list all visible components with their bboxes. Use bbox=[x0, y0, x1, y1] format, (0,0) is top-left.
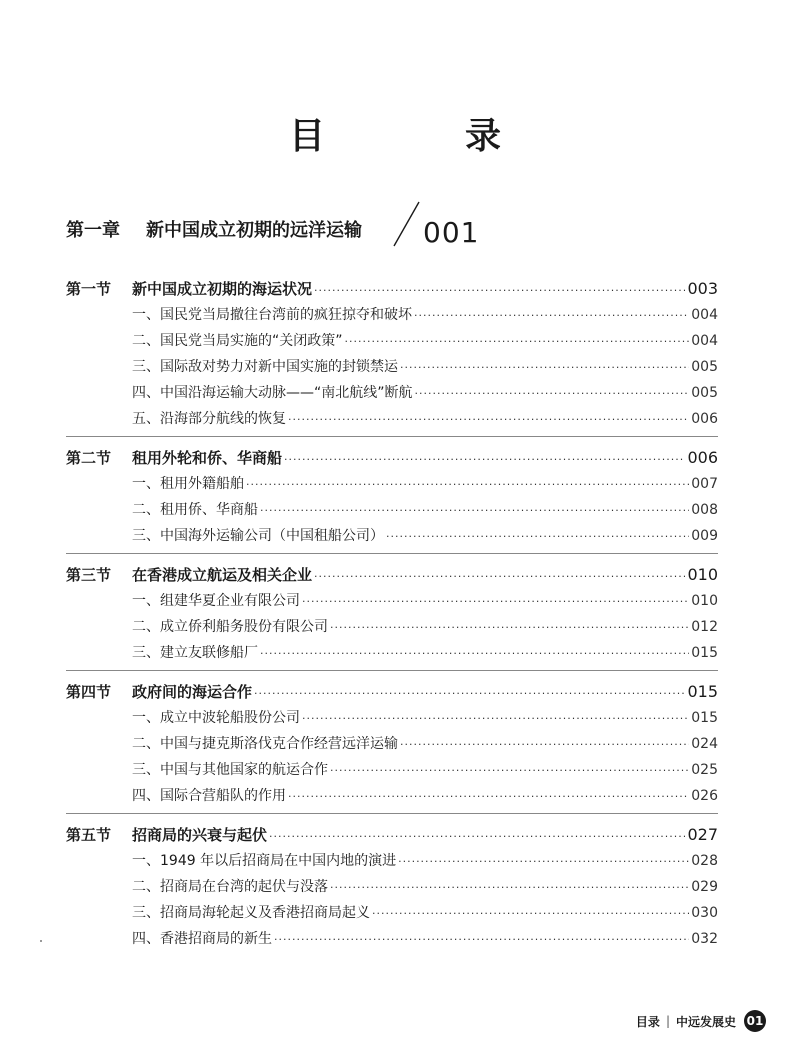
footer-book-title: 中远发展史 bbox=[675, 1014, 736, 1029]
subsection-title: 三、建立友联修船厂 bbox=[132, 645, 258, 661]
slash-divider bbox=[391, 200, 421, 248]
subsection-page-number: 015 bbox=[691, 645, 718, 661]
subsection-entry[interactable] bbox=[66, 588, 718, 614]
subsection-page-number: 026 bbox=[691, 788, 718, 804]
toc-section bbox=[66, 276, 718, 437]
subsection-entry[interactable] bbox=[66, 705, 718, 731]
subsection-page-number: 024 bbox=[691, 736, 718, 752]
subsection-page-number: 004 bbox=[691, 333, 718, 349]
subsection-title: 三、国际敌对势力对新中国实施的封锁禁运 bbox=[132, 359, 398, 375]
dot-leader bbox=[288, 407, 689, 433]
page-title: 目 录 bbox=[288, 115, 553, 157]
subsection-entry[interactable] bbox=[66, 874, 718, 900]
dot-leader bbox=[254, 681, 685, 707]
dot-leader bbox=[345, 329, 690, 355]
dot-leader bbox=[330, 615, 689, 641]
dot-leader bbox=[288, 784, 689, 810]
toc-section bbox=[66, 822, 718, 956]
subsection-entry[interactable] bbox=[66, 848, 718, 874]
subsection-page-number: 015 bbox=[691, 710, 718, 726]
toc-section bbox=[66, 562, 718, 671]
section-entry[interactable] bbox=[66, 679, 718, 705]
page-footer bbox=[636, 1010, 766, 1032]
subsection-title: 二、成立侨利船务股份有限公司 bbox=[132, 619, 328, 635]
dot-leader bbox=[314, 278, 685, 304]
toc-section bbox=[66, 445, 718, 554]
section-title: 政府间的海运合作 bbox=[132, 683, 253, 701]
subsection-page-number: 012 bbox=[691, 619, 718, 635]
dot-leader bbox=[246, 472, 689, 498]
section-label: 第二节 bbox=[66, 449, 112, 467]
section-entry[interactable] bbox=[66, 562, 718, 588]
chapter-label: 第一章 bbox=[66, 220, 120, 241]
subsection-title: 一、1949 年以后招商局在中国内地的演进 bbox=[132, 853, 397, 869]
subsection-page-number: 028 bbox=[691, 853, 718, 869]
subsection-page-number: 029 bbox=[691, 879, 718, 895]
section-title: 招商局的兴衰与起伏 bbox=[132, 826, 268, 844]
subsection-entry[interactable] bbox=[66, 406, 718, 432]
subsection-title: 一、租用外籍船舶 bbox=[132, 476, 244, 492]
subsection-title: 二、国民党当局实施的“关闭政策” bbox=[132, 333, 343, 349]
dot-leader bbox=[400, 732, 689, 758]
subsection-page-number: 030 bbox=[691, 905, 718, 921]
section-page-number: 006 bbox=[687, 448, 718, 467]
section-title: 新中国成立初期的海运状况 bbox=[132, 280, 313, 298]
subsection-entry[interactable] bbox=[66, 302, 718, 328]
subsection-title: 四、国际合营船队的作用 bbox=[132, 788, 286, 804]
section-entry[interactable] bbox=[66, 276, 718, 302]
subsection-title: 四、中国沿海运输大动脉——“南北航线”断航 bbox=[132, 385, 413, 401]
dot-leader bbox=[386, 524, 689, 550]
section-title: 在香港成立航运及相关企业 bbox=[132, 566, 313, 584]
section-title: 租用外轮和侨、华商船 bbox=[132, 449, 283, 467]
dot-leader bbox=[372, 901, 689, 927]
subsection-page-number: 010 bbox=[691, 593, 718, 609]
subsection-entry[interactable] bbox=[66, 731, 718, 757]
section-label: 第三节 bbox=[66, 566, 112, 584]
scan-speck bbox=[40, 940, 42, 942]
dot-leader bbox=[302, 589, 689, 615]
dot-leader bbox=[398, 849, 689, 875]
section-entry[interactable] bbox=[66, 445, 718, 471]
subsection-title: 三、中国海外运输公司（中国租船公司） bbox=[132, 528, 384, 544]
dot-leader bbox=[415, 381, 690, 407]
dot-leader bbox=[302, 706, 689, 732]
dot-leader bbox=[330, 758, 689, 784]
subsection-page-number: 025 bbox=[691, 762, 718, 778]
dot-leader bbox=[414, 303, 689, 329]
subsection-title: 二、中国与捷克斯洛伐克合作经营远洋运输 bbox=[132, 736, 398, 752]
section-label: 第一节 bbox=[66, 280, 112, 298]
subsection-page-number: 004 bbox=[691, 307, 718, 323]
section-page-number: 010 bbox=[687, 565, 718, 584]
dot-leader bbox=[314, 564, 685, 590]
section-page-number: 003 bbox=[687, 279, 718, 298]
subsection-entry[interactable] bbox=[66, 783, 718, 809]
dot-leader bbox=[284, 447, 685, 473]
subsection-page-number: 007 bbox=[691, 476, 718, 492]
subsection-title: 四、香港招商局的新生 bbox=[132, 931, 272, 947]
page-number-badge: 01 bbox=[744, 1010, 766, 1032]
subsection-page-number: 006 bbox=[691, 411, 718, 427]
subsection-entry[interactable] bbox=[66, 523, 718, 549]
footer-section-label: 目录 bbox=[635, 1014, 660, 1029]
footer-divider: | bbox=[665, 1014, 670, 1028]
toc-section bbox=[66, 679, 718, 814]
chapter-page-number: 001 bbox=[423, 216, 480, 249]
dot-leader bbox=[274, 927, 689, 953]
table-of-contents bbox=[66, 276, 718, 964]
subsection-title: 三、招商局海轮起义及香港招商局起义 bbox=[132, 905, 370, 921]
subsection-page-number: 008 bbox=[691, 502, 718, 518]
chapter-title: 新中国成立初期的远洋运输 bbox=[146, 220, 362, 241]
section-page-number: 015 bbox=[687, 682, 718, 701]
subsection-entry[interactable] bbox=[66, 471, 718, 497]
subsection-entry[interactable] bbox=[66, 926, 718, 952]
section-label: 第四节 bbox=[66, 683, 112, 701]
subsection-title: 一、成立中波轮船股份公司 bbox=[132, 710, 300, 726]
dot-leader bbox=[400, 355, 689, 381]
subsection-title: 一、组建华夏企业有限公司 bbox=[132, 593, 300, 609]
subsection-entry[interactable] bbox=[66, 614, 718, 640]
subsection-entry[interactable] bbox=[66, 900, 718, 926]
dot-leader bbox=[260, 641, 689, 667]
subsection-page-number: 009 bbox=[691, 528, 718, 544]
dot-leader bbox=[260, 498, 689, 524]
dot-leader bbox=[269, 824, 685, 850]
subsection-entry[interactable] bbox=[66, 640, 718, 666]
chapter-heading[interactable] bbox=[66, 200, 496, 250]
subsection-entry[interactable] bbox=[66, 354, 718, 380]
dot-leader bbox=[330, 875, 689, 901]
subsection-entry[interactable] bbox=[66, 757, 718, 783]
subsection-page-number: 005 bbox=[691, 359, 718, 375]
subsection-entry[interactable] bbox=[66, 328, 718, 354]
subsection-page-number: 005 bbox=[691, 385, 718, 401]
subsection-title: 三、中国与其他国家的航运合作 bbox=[132, 762, 328, 778]
subsection-entry[interactable] bbox=[66, 380, 718, 406]
section-label: 第五节 bbox=[66, 826, 112, 844]
section-entry[interactable] bbox=[66, 822, 718, 848]
subsection-title: 二、招商局在台湾的起伏与没落 bbox=[132, 879, 328, 895]
section-page-number: 027 bbox=[687, 825, 718, 844]
subsection-page-number: 032 bbox=[691, 931, 718, 947]
subsection-title: 一、国民党当局撤往台湾前的疯狂掠夺和破坏 bbox=[132, 307, 412, 323]
subsection-title: 五、沿海部分航线的恢复 bbox=[132, 411, 286, 427]
subsection-title: 二、租用侨、华商船 bbox=[132, 502, 258, 518]
subsection-entry[interactable] bbox=[66, 497, 718, 523]
